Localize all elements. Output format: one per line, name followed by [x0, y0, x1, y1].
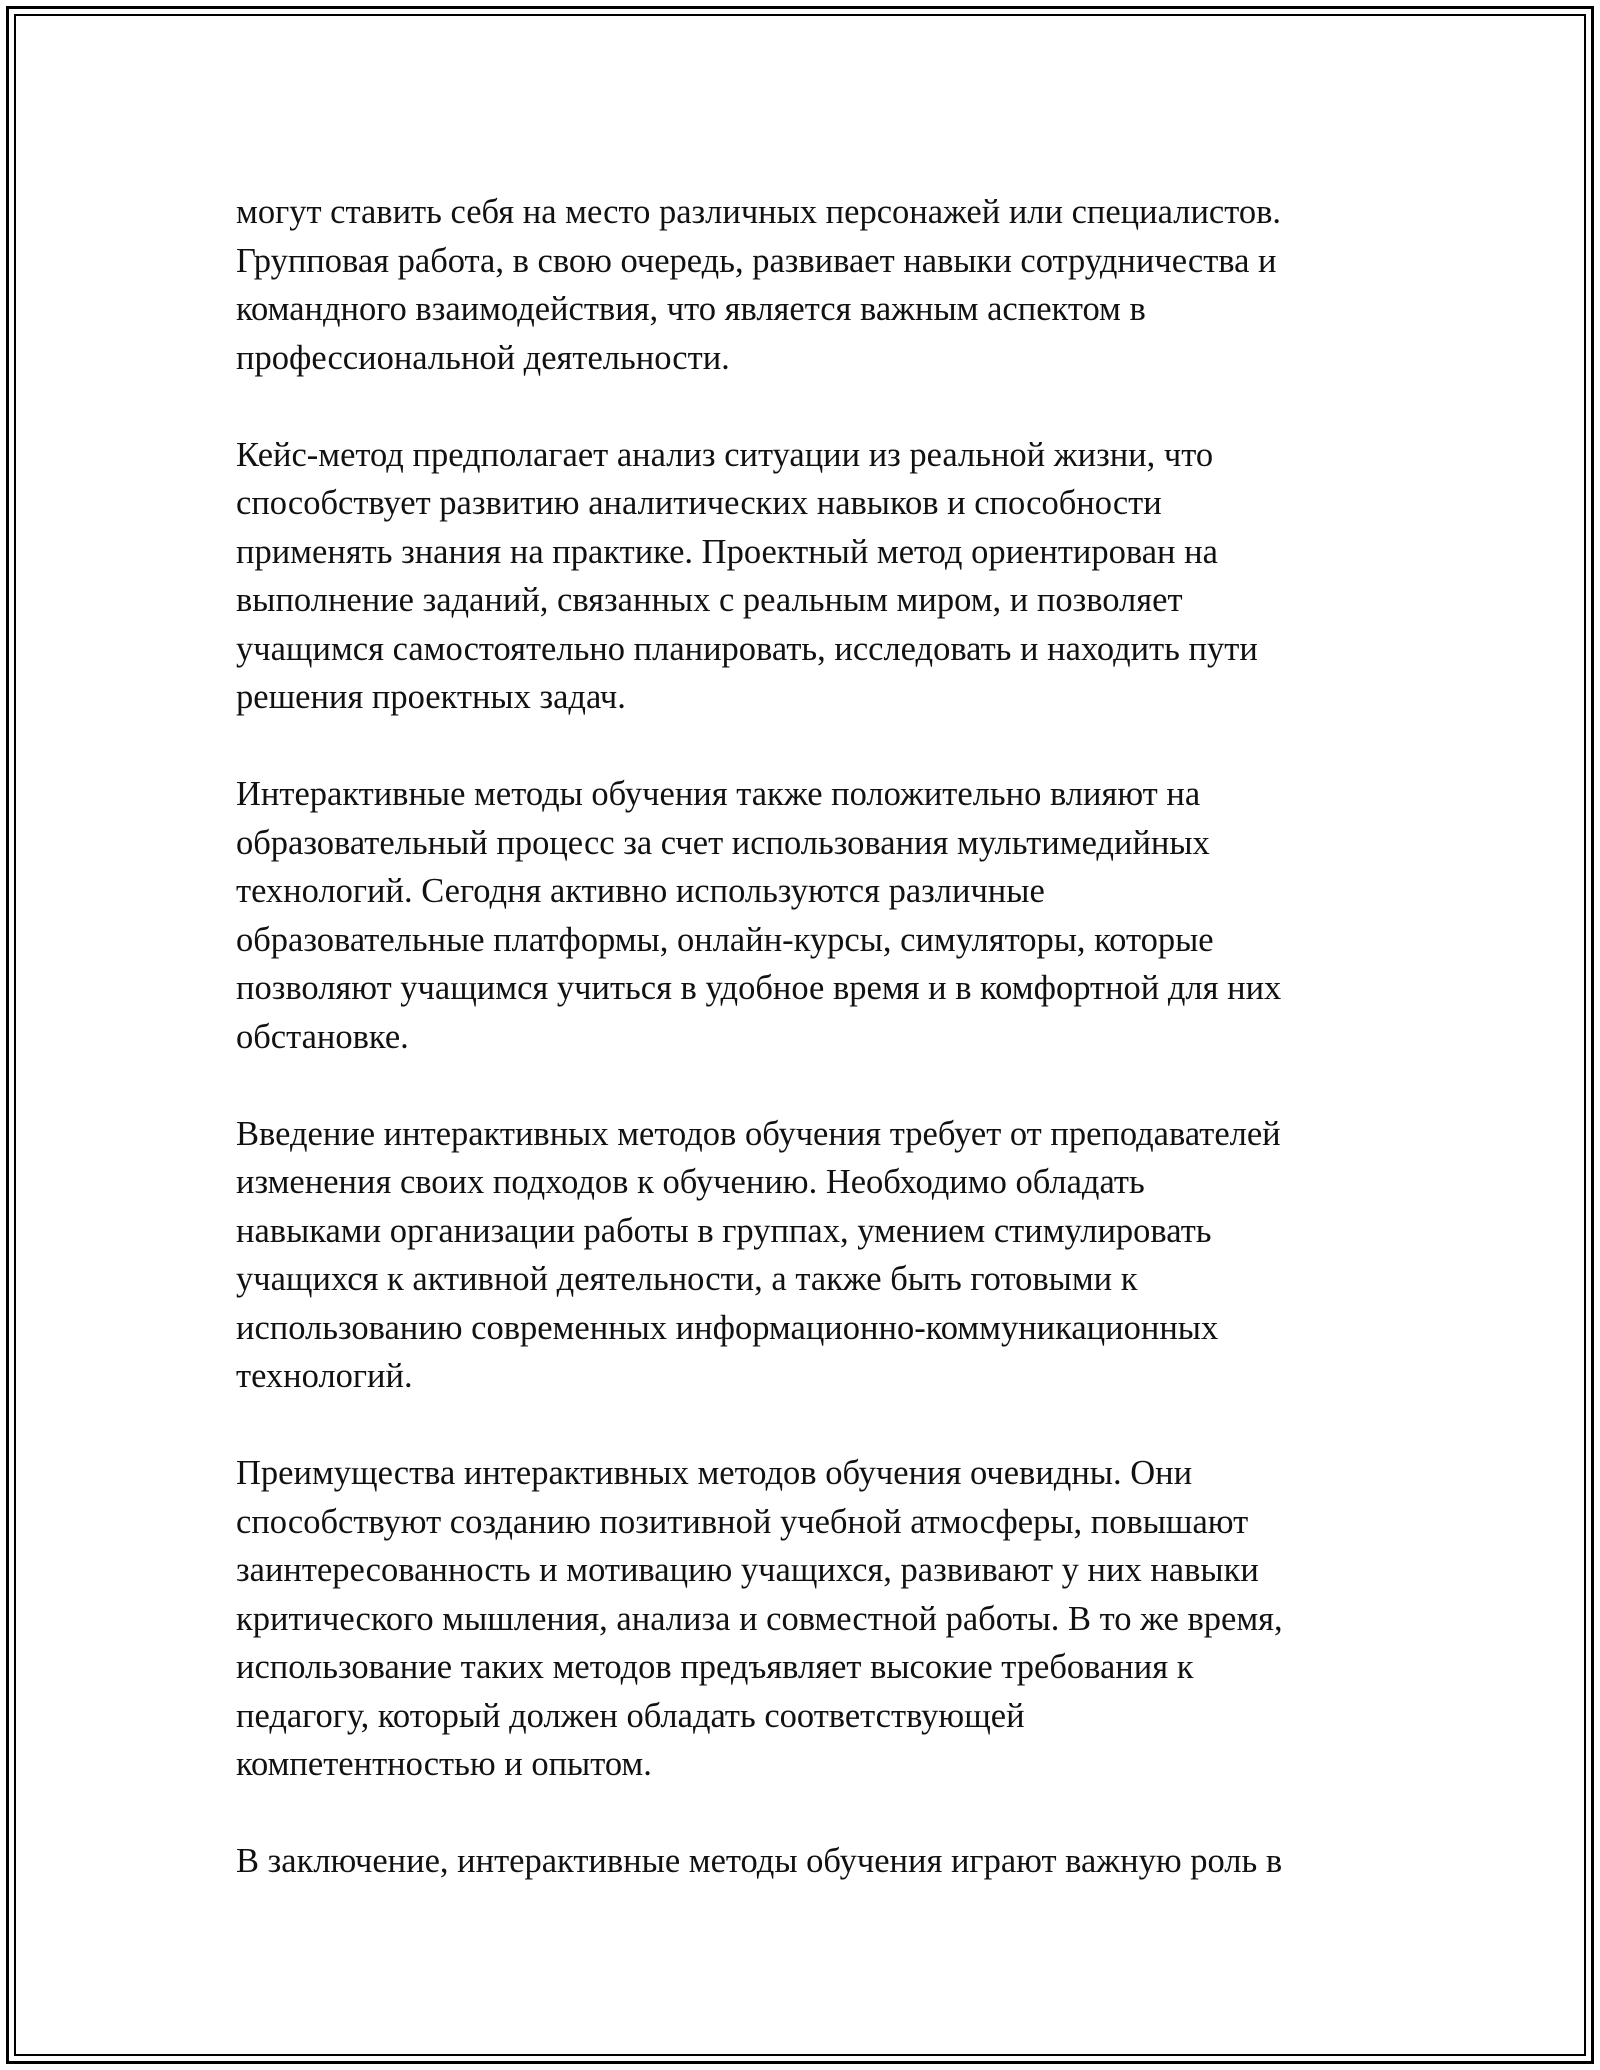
- text-line: использование таких методов предъявляет высокие требования к: [236, 1648, 1194, 1686]
- text-line: решения проектных задач.: [236, 678, 626, 716]
- text-line: позволяют учащимся учиться в удобное время и в комфортной для них: [236, 969, 1282, 1007]
- text-line: использованию современных информационно-коммуникационных: [236, 1308, 1219, 1347]
- text-line: образовательные платформы, онлайн-курсы, симуляторы, которые: [236, 920, 1214, 959]
- text-line: В заключение, интерактивные методы обучения играют важную роль в: [236, 1842, 1283, 1880]
- text-line: технологий.: [236, 1357, 413, 1395]
- text-line: Кейс-метод предполагает анализ ситуации из реальной жизни, что: [236, 435, 1214, 474]
- text-line: способствуют созданию позитивной учебной атмосферы, повышают: [236, 1502, 1249, 1541]
- paragraph-4: [236, 1110, 1376, 1401]
- text-line: Введение интерактивных методов обучения требует от преподавателей: [236, 1114, 1281, 1153]
- paragraph-3: [236, 770, 1376, 1061]
- paragraph-2: [236, 431, 1376, 722]
- document-body: [236, 188, 1376, 1934]
- text-line: заинтересованность и мотивацию учащихся, развивают у них навыки: [236, 1551, 1259, 1589]
- paragraph-1: [236, 188, 1376, 382]
- text-line: учащимся самостоятельно планировать, исследовать и находить пути: [236, 629, 1258, 668]
- text-line: обстановке.: [236, 1017, 409, 1056]
- text-line: Преимущества интерактивных методов обучения очевидны. Они: [236, 1454, 1193, 1492]
- text-line: Интерактивные методы обучения также положительно влияют на: [236, 775, 1201, 813]
- text-line: командного взаимодействия, что является важным аспектом в: [236, 290, 1146, 328]
- paragraph-6: [236, 1837, 1376, 1886]
- text-line: профессиональной деятельности.: [236, 338, 730, 377]
- text-line: навыками организации работы в группах, умением стимулировать: [236, 1211, 1212, 1250]
- text-line: могут ставить себя на место различных персонажей или специалистов.: [236, 193, 1282, 231]
- text-line: Групповая работа, в свою очередь, развивает навыки сотрудничества и: [236, 241, 1277, 280]
- text-line: критического мышления, анализа и совместной работы. В то же время,: [236, 1599, 1283, 1638]
- text-line: изменения своих подходов к обучению. Необходимо обладать: [236, 1163, 1145, 1201]
- text-line: педагогу, который должен обладать соответствующей: [236, 1696, 1025, 1735]
- paragraph-5: [236, 1449, 1376, 1789]
- text-line: компетентностью и опытом.: [236, 1745, 652, 1783]
- text-line: образовательный процесс за счет использования мультимедийных: [236, 823, 1210, 862]
- text-line: способствует развитию аналитических навыков и способности: [236, 484, 1162, 522]
- text-line: учащихся к активной деятельности, а также быть готовыми к: [236, 1260, 1138, 1298]
- text-line: выполнение заданий, связанных с реальным миром, и позволяет: [236, 581, 1183, 619]
- text-line: применять знания на практике. Проектный метод ориентирован на: [236, 532, 1218, 571]
- text-line: технологий. Сегодня активно используются различные: [236, 872, 1045, 910]
